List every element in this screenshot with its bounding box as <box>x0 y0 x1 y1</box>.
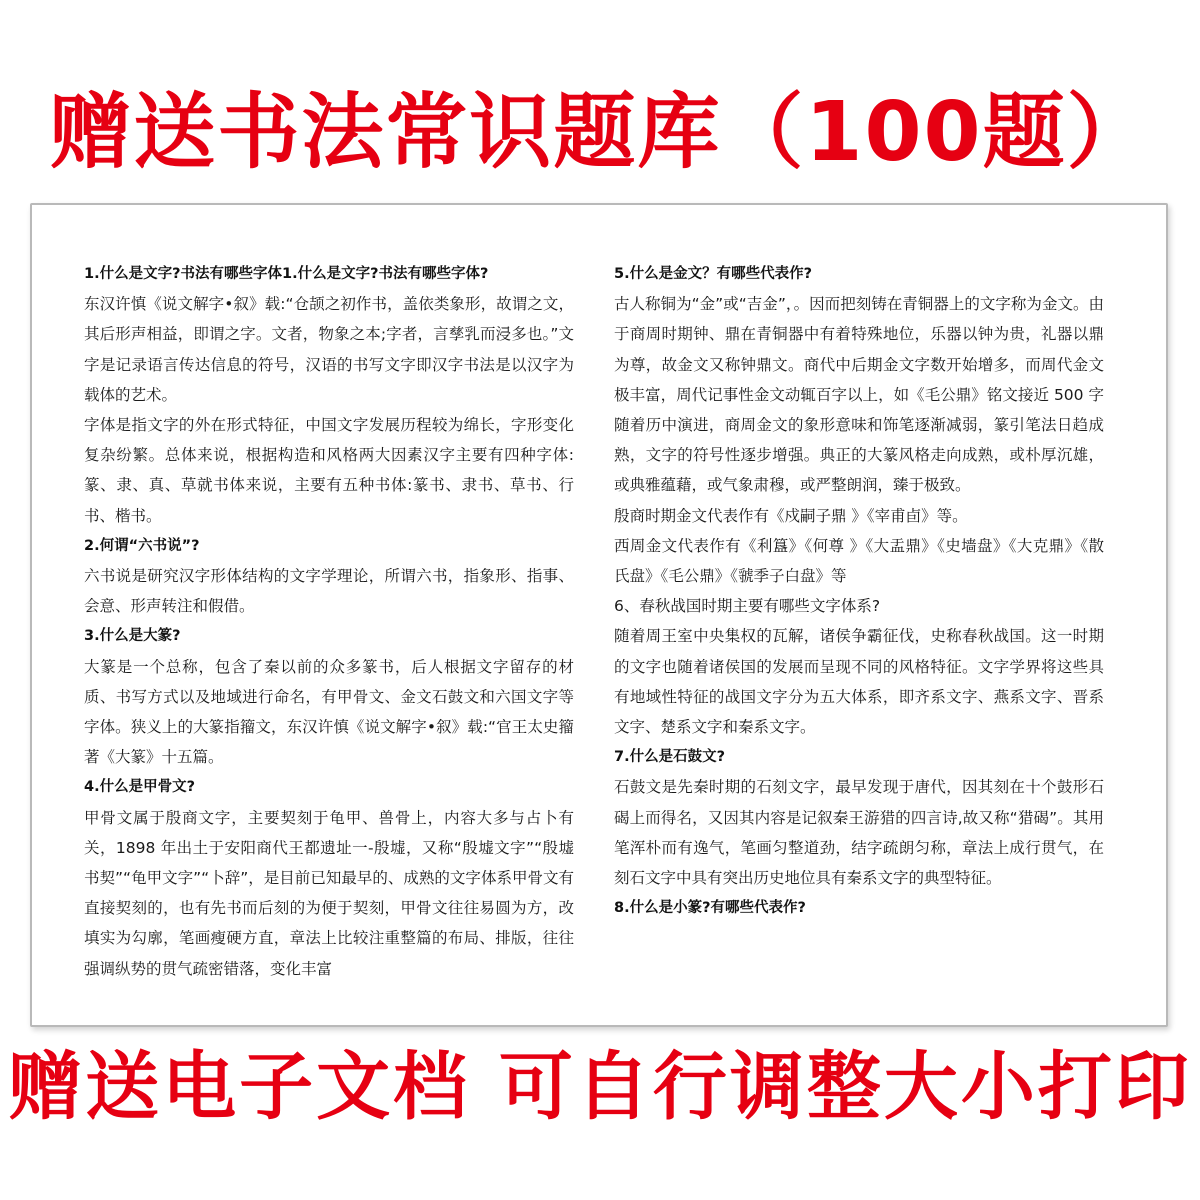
question-block <box>614 259 1104 591</box>
answer-paragraph: 东汉许慎《说文解字•叙》载:“仓颉之初作书，盖依类象形，故谓之文，其后形声相益，即谓之字。文者，物象之本;字者，言孳乳而浸多也。”文字是记录语言传达信息的符号，汉语的书写文字即汉字书法是以汉字为载体的艺术。 <box>84 295 574 404</box>
question-heading: 4.什么是甲骨文? <box>84 779 196 796</box>
right-column <box>614 259 1104 923</box>
question-block <box>614 742 1104 893</box>
question-block <box>614 591 1104 742</box>
question-block <box>84 259 574 531</box>
answer-paragraph: 古人称铜为“金”或“吉金”，。因而把刻铸在青铜器上的文字称为金文。由于商周时期钟、鼎在青铜器中有着特殊地位，乐器以钟为贵，礼器以鼎为尊，故金文又称钟鼎文。商代中后期金文字数开始增多，而周代金文极丰富，周代记事性金文动辄百字以上，如《毛公鼎》铭文接近 500 字随着历中演进，商周金文的象形意味和饰笔逐渐减弱，篆引笔法日趋成熟，文字的符号性逐步增强。典正的大篆风格走向成熟，或朴厚沉雄，或典雅蕴藉，或气象肃穆，或严整朗润，臻于极致。 <box>614 295 1104 495</box>
question-block <box>614 893 1104 923</box>
question-heading: 7.什么是石鼓文? <box>614 749 726 766</box>
left-column <box>84 259 574 984</box>
answer-paragraph: 大篆是一个总称，包含了秦以前的众多篆书，后人根据文字留存的材质、书写方式以及地域进行命名，有甲骨文、金文石鼓文和六国文字等字体。狭义上的大篆指籀文，东汉许慎《说文解字•叙》载:“官王太史籀著《大篆》十五篇。 <box>84 657 574 767</box>
question-block <box>84 621 574 772</box>
answer-paragraph: 石鼓文是先秦时期的石刻文字，最早发现于唐代，因其刻在十个鼓形石碣上而得名，又因其内容是记叙秦王游猎的四言诗,故又称“猎碣”。其用笔浑朴而有逸气，笔画匀整道劲，结字疏朗匀称，章法上成行贯气，在刻石文字中具有突出历史地位具有秦系文字的典型特征。 <box>614 778 1104 888</box>
question-heading: 2.何谓“六书说”? <box>84 537 200 554</box>
question-block <box>84 772 574 983</box>
question-heading: 5.什么是金文？有哪些代表作? <box>614 266 813 282</box>
answer-paragraph: 随着周王室中央集权的瓦解，诸侯争霸征伐，史称春秋战国。这一时期的文字也随着诸侯国的发展而呈现不同的风格特征。文字学界将这些具有地域性特征的战国文字分为五大体系，即齐系文字、燕系文字、晋系文字、楚系文字和秦系文字。 <box>614 627 1104 737</box>
answer-paragraph: 六书说是研究汉字形体结构的文字学理论，所谓六书，指象形、指事、会意、形声转注和假借。 <box>84 567 574 616</box>
question-heading: 8.什么是小篆?有哪些代表作? <box>614 900 806 917</box>
answer-paragraph: 殷商时期金文代表作有《戍嗣子鼎 》《宰甫卣》等。 <box>614 506 968 525</box>
banner-title: 赠送书法常识题库（100题） <box>49 85 1151 180</box>
banner-footer: 赠送电子文档 可自行调整大小打印 <box>8 1044 1192 1130</box>
question-block <box>84 531 574 622</box>
question-heading: 3.什么是大篆? <box>84 628 181 645</box>
answer-paragraph: 字体是指文字的外在形式特征，中国文字发展历程较为绵长，字形变化复杂纷繁。总体来说，根据构造和风格两大因素汉字主要有四种字体:篆、隶、真、草就书体来说，主要有五种书体:篆书、隶书、草书、行书、楷书。 <box>84 416 574 525</box>
question-heading: 1.什么是文字?书法有哪些字体1.什么是文字?书法有哪些字体? <box>84 266 489 282</box>
question-heading: 6、春秋战国时期主要有哪些文字体系? <box>614 597 881 616</box>
answer-paragraph: 甲骨文属于殷商文字，主要契刻于龟甲、兽骨上，内容大多与占卜有关，1898 年出土于安阳商代王都遗址一-殷墟，又称“殷墟文字”“殷墟书契”“龟甲文字”“卜辞”，是目前已知最早的、成熟的文字体系甲骨文有直接契刻的，也有先书而后刻的为便于契刻，甲骨文往往易圆为方，改填实为勾廓，笔画瘦硬方直，章法上比较注重整篇的布局、排版，往往强调纵势的贯气疏密错落，变化丰富 <box>84 808 574 978</box>
answer-paragraph: 西周金文代表作有《利簋》《何尊 》《大盂鼎》《史墙盘》《大克鼎》《散氏盘》《毛公鼎》《虢季子白盘》等 <box>614 536 1104 586</box>
document-preview <box>30 203 1168 1027</box>
